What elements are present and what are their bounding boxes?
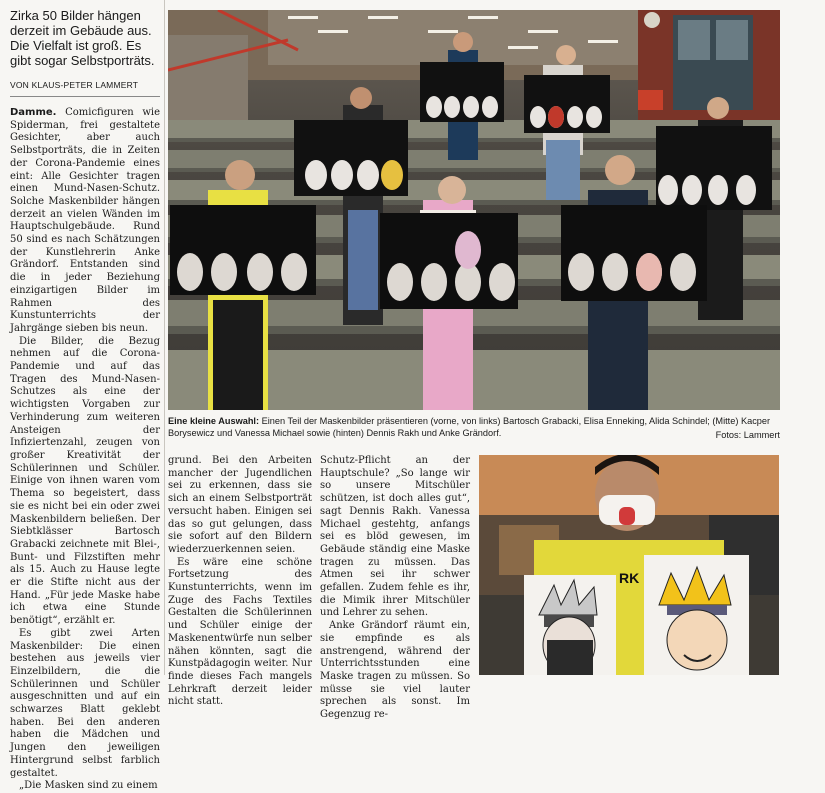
article-body-column-3: [320, 455, 470, 722]
paragraph: Damme. Comicfiguren wie Spiderman, frei gestaltete Gesichter, aber auch Selbstporträts, die in Zeiten der Corona-Pandemie eines eint: Alle Gesichter tragen einen Mund-Nasen-Schutz. Solche Maskenbilder hängen derzeit an vielen Wänden im Hauptschulgebäude. Rund 50 sind es nach Schätzungen der Kunstlehrerin Anke Grändorf. Entstanden sind die in jeder Beziehung einzigartigen Bilder im Rahmen des Kunstunterrichts der Jahrgänge sieben bis neun.: [10, 107, 160, 334]
paragraph: grund. Bei den Arbeiten mancher der Jugendlichen sei zu erkennen, dass sie sich an einem Selbstporträt versucht haben. Einigen sei das so gut gelungen, dass sie sofort auf den Bildern wiederzuerkennen seien.: [168, 455, 312, 555]
article-body-column-2: [168, 455, 312, 709]
lead-text: Zirka 50 Bilder hängen derzeit im Gebäude aus. Die Vielfalt ist groß. Es gibt sogar Selbstporträts.: [10, 8, 155, 68]
byline: VON KLAUS-PETER LAMMERT: [10, 80, 160, 97]
photo-credit: Fotos: Lammert: [715, 430, 780, 440]
paragraph: Es gibt zwei Arten Maskenbilder: Die einen bestehen aus jeweils vier Einzelbildern, die die Schülerinnen und Schüler ausgeschnitten und auf ein schwarzes Blatt geklebt haben. Bei den anderen haben die Mädchen und Jungen den jeweiligen Hintergrund selbst farblich gestaltet.: [10, 627, 160, 779]
caption-text: Einen Teil der Maskenbilder präsentieren (vorne, von links) Bartosch Grabacki, Elisa Enneking, Alida Schindel; (Mitte) Kacper Borysewicz und Vanessa Michael sowie (hinten) Dennis Rakh und Anke Grändorf.: [168, 416, 771, 438]
dateline: Damme.: [10, 107, 57, 118]
paragraph: Die Bilder, die Bezug nehmen auf die Corona-Pandemie und auf das Tragen des Mund-Nasen-Schutzes als eine der wichtigsten Vorgaben zur Verhinderung zum weiteren Ansteigen der Infiziertenzahl, zeugen von großer Kreativität der Schülerinnen und Schüler. Einige von ihnen waren vom Thema so begeistert, dass sie es nicht bei ein oder zwei Maskenbildern beließen. Der Siebtklässer Bartosch Grabacki zeichnete mit Blei-, Bunt- und Filzstiften mehr als 15. Auch zu Hause legte er die Stifte nicht aus der Hand. „Für jede Maske habe ich etwa eine Stunde benötigt“, erzählt er.: [10, 335, 160, 627]
caption-lead: Eine kleine Auswahl:: [168, 416, 260, 426]
paragraph: Schutz-Pflicht an der Hauptschule? „So lange wir so unsere Mitschüler schützen, ist doch alles gut“, sagt Dennis Rakh. Vanessa Michael gestehtg, anfangs sei es blöd gewesen, im Gebäude ständig eine Maske tragen zu müssen. Das Atmen sei ihr schwer gefallen. Zudem fehle es ihr, die Mimik ihrer Mitschüler und Lehrer zu sehen.: [320, 455, 470, 619]
main-photo: [168, 10, 780, 410]
left-column: [10, 8, 160, 793]
paragraph: Es wäre eine schöne Fortsetzung des Kunstunterrichts, wenn im Zuge des Fachs Textiles Gestalten die Schülerinnen und Schüler einige der Maskenentwürfe nun selber nähen könnten, sagt die Kunstpädagogin weiter. Nur finde dieses Fach mangels Lehrkraft derzeit leider nicht statt.: [168, 556, 312, 708]
secondary-photo: [479, 455, 779, 675]
paragraph: Anke Grändorf räumt ein, sie empfinde es als anstrengend, während der Unterrichtsstunden eine Maske tragen zu müssen. So müsse sie viel lauter sprechen als sonst. Im Gegenzug re-: [320, 620, 470, 721]
photo-caption: [168, 415, 780, 439]
paragraph: „Die Masken sind zu einem: [19, 780, 158, 792]
article-body-left: [10, 107, 160, 793]
shirt-print-text: RK: [619, 570, 640, 586]
column-rule: [164, 0, 165, 675]
